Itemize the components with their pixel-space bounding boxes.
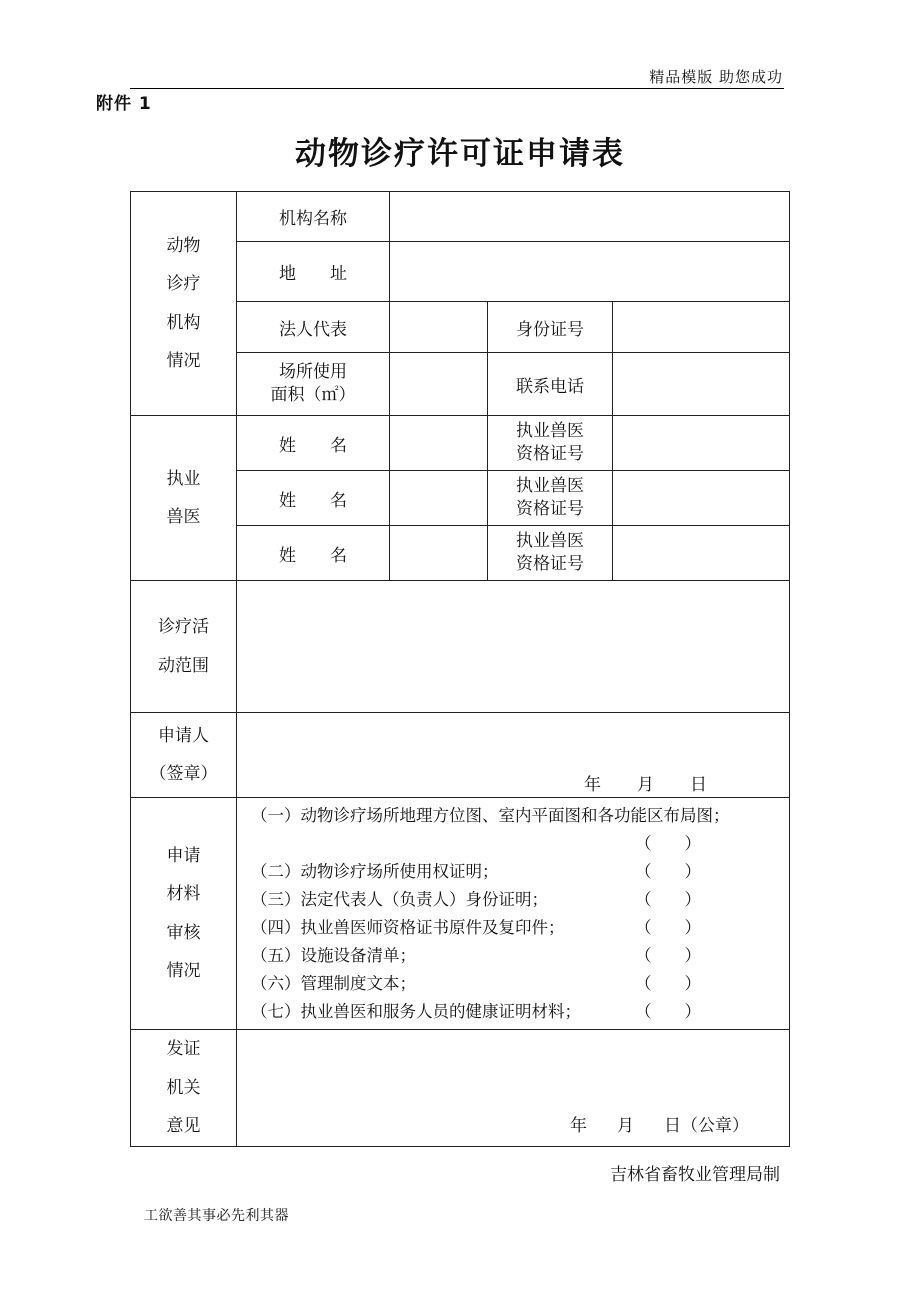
check-box[interactable]: （ ）: [635, 917, 701, 937]
checklist-item: [251, 942, 789, 970]
section-label-line: 申请: [166, 845, 201, 866]
area-label: [237, 353, 390, 416]
date-day-seal: 日（公章）: [664, 1115, 750, 1136]
vet-cert-label: [488, 526, 613, 581]
vet-name-label: 姓 名: [237, 471, 390, 526]
phone-field[interactable]: [613, 353, 790, 416]
section-label-line: 执业: [166, 468, 201, 489]
table-row: [131, 1030, 790, 1147]
footer-motto: 工欲善其事必先利其器: [144, 1208, 289, 1224]
checklist-item-text: （二）动物诊疗场所使用权证明；: [251, 861, 499, 881]
date-year: 年: [570, 1115, 588, 1136]
scope-label: [131, 581, 237, 713]
area-label-line: 场所使用: [279, 362, 347, 382]
check-box[interactable]: （ ）: [635, 861, 701, 881]
checklist-item-text: （一）动物诊疗场所地理方位图、室内平面图和各功能区布局图；: [251, 805, 730, 825]
issuing-authority: 吉林省畜牧业管理局制: [610, 1165, 780, 1185]
vet-name-field[interactable]: [390, 526, 488, 581]
check-box[interactable]: （ ）: [635, 1001, 701, 1021]
scope-label-line: 动范围: [158, 655, 209, 676]
scope-field[interactable]: [237, 581, 790, 713]
section-label-line: 意见: [166, 1116, 201, 1136]
checklist-item-text: （五）设施设备清单；: [251, 945, 416, 965]
phone-label: 联系电话: [488, 353, 613, 416]
vet-cert-label-line: 资格证号: [516, 554, 584, 574]
section-label-line: 审核: [166, 922, 201, 943]
institution-section-label: [131, 192, 237, 416]
attachment-label: 附件 1: [96, 94, 152, 114]
date-month: 月: [637, 775, 655, 795]
date-year: 年: [584, 775, 602, 795]
area-label-line: 面积（㎡）: [270, 385, 356, 405]
table-row: [131, 713, 790, 798]
institution-name-label: 机构名称: [237, 192, 390, 242]
section-label-line: 材料: [166, 884, 201, 904]
table-row: [131, 581, 790, 713]
legal-rep-label: 法人代表: [237, 302, 390, 353]
materials-section-label: [131, 798, 237, 1030]
section-label-line: 发证: [166, 1039, 201, 1059]
checklist-item-text: （四）执业兽医师资格证书原件及复印件；: [251, 917, 565, 937]
vet-name-field[interactable]: [390, 471, 488, 526]
legal-rep-field[interactable]: [390, 302, 488, 353]
table-row: [131, 192, 790, 242]
check-box[interactable]: （ ）: [635, 973, 701, 993]
vet-cert-label: [488, 471, 613, 526]
header-divider: [130, 88, 784, 89]
vet-name-field[interactable]: [390, 416, 488, 471]
vets-section-label: [131, 416, 237, 581]
date-month: 月: [617, 1115, 635, 1136]
page-title: 动物诊疗许可证申请表: [295, 136, 625, 172]
date-day: 日: [690, 775, 708, 795]
vet-cert-label: [488, 416, 613, 471]
vet-cert-label-line: 执业兽医: [516, 531, 584, 551]
issuer-opinion-field[interactable]: [237, 1030, 790, 1147]
checklist-item-text: （三）法定代表人（负责人）身份证明；: [251, 889, 548, 909]
checklist-item: [251, 970, 789, 998]
vet-name-label: 姓 名: [237, 416, 390, 471]
checklist-item: [251, 802, 789, 830]
issuer-date: [570, 1111, 749, 1136]
applicant-label-line: 申请人: [158, 725, 209, 746]
vet-cert-label-line: 资格证号: [516, 499, 584, 519]
id-number-field[interactable]: [613, 302, 790, 353]
issuer-section-label: [131, 1030, 237, 1147]
check-box[interactable]: （ ）: [635, 945, 701, 965]
address-label: 地 址: [237, 242, 390, 302]
vet-cert-field[interactable]: [613, 416, 790, 471]
vet-cert-label-line: 执业兽医: [516, 476, 584, 496]
application-form-table: [130, 191, 790, 1147]
checklist-item: [251, 886, 789, 914]
section-label-line: 动物: [166, 235, 201, 256]
applicant-label-line: （签章）: [149, 764, 218, 784]
checklist-item: [251, 858, 789, 886]
vet-cert-label-line: 执业兽医: [516, 421, 584, 441]
scope-label-line: 诊疗活: [158, 617, 209, 637]
section-label-line: 机构: [166, 312, 201, 333]
section-label-line: 情况: [166, 351, 201, 371]
vet-name-label: 姓 名: [237, 526, 390, 581]
section-label-line: 兽医: [166, 507, 201, 527]
vet-cert-label-line: 资格证号: [516, 444, 584, 464]
id-number-label: 身份证号: [488, 302, 613, 353]
checklist-item: [251, 914, 789, 942]
section-label-line: 机关: [166, 1077, 201, 1098]
checklist-item-text: （七）执业兽医和服务人员的健康证明材料；: [251, 1001, 581, 1021]
applicant-date: [584, 770, 707, 795]
section-label-line: 诊疗: [166, 274, 201, 294]
vet-cert-field[interactable]: [613, 526, 790, 581]
address-field[interactable]: [390, 242, 790, 302]
check-box[interactable]: （ ）: [635, 889, 701, 909]
header-tagline: 精品模版 助您成功: [649, 68, 783, 86]
vet-cert-field[interactable]: [613, 471, 790, 526]
materials-checklist: [237, 798, 790, 1030]
table-row: [131, 798, 790, 1030]
table-row: [131, 416, 790, 471]
institution-name-field[interactable]: [390, 192, 790, 242]
checklist-item-text: （六）管理制度文本；: [251, 973, 416, 993]
checklist-item: [251, 830, 789, 858]
checklist-item: [251, 998, 789, 1026]
applicant-signature-field[interactable]: [237, 713, 790, 798]
section-label-line: 情况: [166, 961, 201, 981]
area-field[interactable]: [390, 353, 488, 416]
applicant-label: [131, 713, 237, 798]
check-box[interactable]: （ ）: [635, 833, 701, 853]
